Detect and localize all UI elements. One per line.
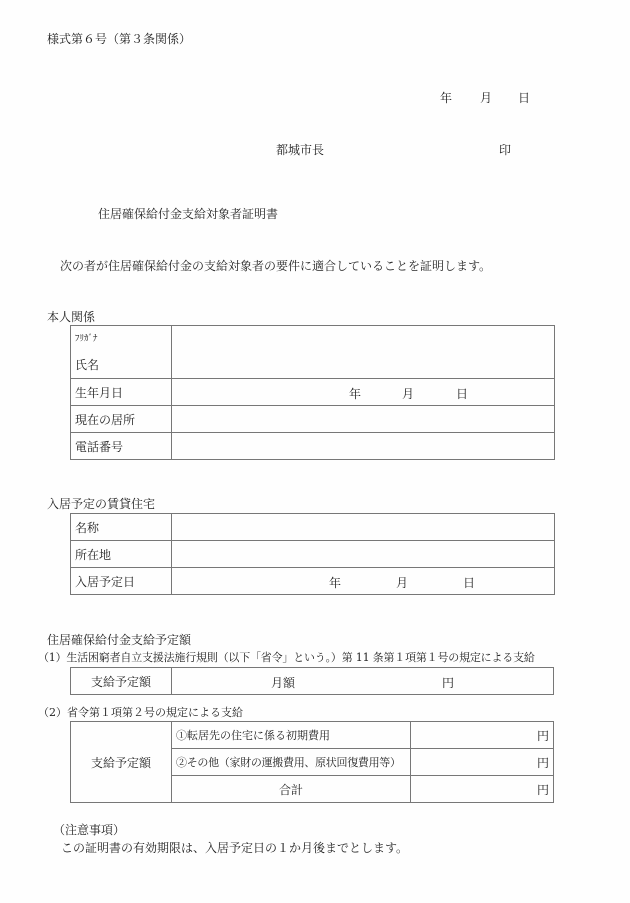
birth-year: 年 xyxy=(349,387,362,401)
section1-yen: 円 xyxy=(442,676,455,690)
birth-month: 月 xyxy=(402,387,415,401)
move-in-year: 年 xyxy=(329,576,342,590)
address-row xyxy=(71,406,555,433)
name-label-cell xyxy=(71,326,172,379)
move-in-day: 日 xyxy=(463,576,476,590)
move-in-label: 入居予定日 xyxy=(71,568,172,595)
personal-table xyxy=(70,325,555,460)
item2-label: ②その他（家財の運搬費用、原状回復費用等） xyxy=(172,749,411,776)
move-in-row xyxy=(71,568,555,595)
amount-heading: 住居確保給付金支給予定額 xyxy=(47,633,192,647)
address-field[interactable] xyxy=(172,406,555,433)
housing-location-field[interactable] xyxy=(172,541,555,568)
housing-name-row xyxy=(71,514,555,541)
move-in-field[interactable] xyxy=(172,568,555,595)
section2-title: （2）省令第１項第２号の規定による支給 xyxy=(38,706,243,719)
phone-label: 電話番号 xyxy=(71,433,172,460)
personal-heading: 本人関係 xyxy=(47,310,96,324)
form-number: 様式第６号（第３条関係） xyxy=(47,32,192,46)
address-label: 現在の居所 xyxy=(71,406,172,433)
section1-title: （1）生活困窮者自立支援法施行規則（以下「省令」という。）第 11 条第１項第１号の規定による支給 xyxy=(38,651,535,664)
section2-label: 支給予定額 xyxy=(71,722,172,803)
notes-heading: （注意事項） xyxy=(53,823,126,837)
housing-heading: 入居予定の賃貸住宅 xyxy=(47,497,156,511)
total-amount-field[interactable] xyxy=(411,776,554,803)
birthdate-row xyxy=(71,379,555,406)
document-title: 住居確保給付金支給対象者証明書 xyxy=(98,207,279,221)
name-row xyxy=(71,326,555,379)
item2-unit: 円 xyxy=(536,755,549,770)
item1-unit: 円 xyxy=(536,728,549,743)
housing-location-row xyxy=(71,541,555,568)
section1-row xyxy=(71,668,554,695)
housing-name-field[interactable] xyxy=(172,514,555,541)
item1-row xyxy=(71,722,554,749)
certification-statement: 次の者が住居確保給付金の支給対象者の要件に適合していることを証明します。 xyxy=(60,259,492,273)
section1-field[interactable] xyxy=(172,668,554,695)
name-label: 氏名 xyxy=(75,358,100,372)
name-field[interactable] xyxy=(172,326,555,379)
section2-table xyxy=(70,721,554,803)
seal-mark: 印 xyxy=(499,143,512,157)
date-month: 月 xyxy=(480,91,493,105)
date-day: 日 xyxy=(518,91,531,105)
birthdate-field[interactable] xyxy=(172,379,555,406)
phone-field[interactable] xyxy=(172,433,555,460)
notes-text: この証明書の有効期限は、入居予定日の１か月後までとします。 xyxy=(61,841,409,855)
move-in-month: 月 xyxy=(396,576,409,590)
housing-name-label: 名称 xyxy=(71,514,172,541)
total-label: 合計 xyxy=(172,776,411,803)
item2-amount-field[interactable] xyxy=(411,749,554,776)
section1-monthly: 月額 xyxy=(271,676,296,690)
housing-location-label: 所在地 xyxy=(71,541,172,568)
issuer-name: 都城市長 xyxy=(276,143,325,157)
furigana-label: ﾌﾘｶﾞﾅ xyxy=(75,334,98,344)
birthdate-label: 生年月日 xyxy=(71,379,172,406)
phone-row xyxy=(71,433,555,460)
date-year: 年 xyxy=(440,91,453,105)
birth-day: 日 xyxy=(456,387,469,401)
housing-table xyxy=(70,513,555,595)
total-unit: 円 xyxy=(536,782,549,797)
item1-label: ①転居先の住宅に係る初期費用 xyxy=(172,722,411,749)
item1-amount-field[interactable] xyxy=(411,722,554,749)
section1-label: 支給予定額 xyxy=(71,668,172,695)
section1-table xyxy=(70,667,554,695)
